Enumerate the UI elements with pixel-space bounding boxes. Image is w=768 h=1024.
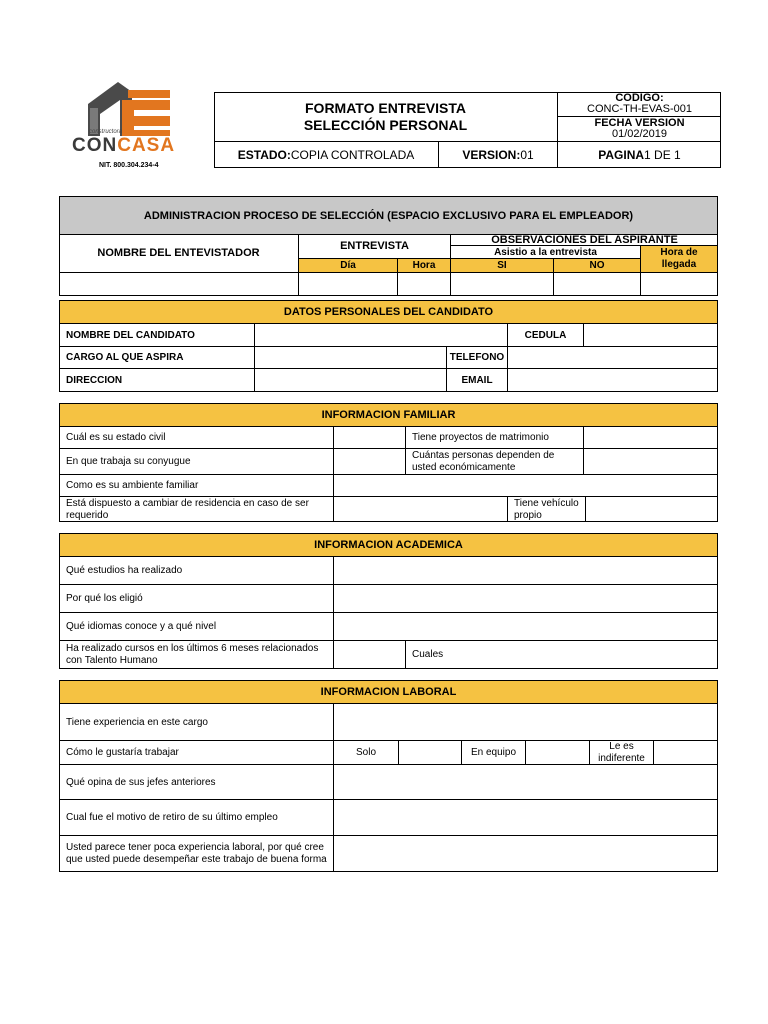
personal-section-title: DATOS PERSONALES DEL CANDIDATO — [59, 300, 718, 324]
conyugue-field[interactable] — [334, 449, 405, 474]
cargo-label: CARGO AL QUE ASPIRA — [66, 352, 184, 363]
nombre-candidato-label: NOMBRE DEL CANDIDATO — [66, 329, 195, 341]
codigo-label: CODIGO: — [615, 92, 664, 104]
experiencia-label: Tiene experiencia en este cargo — [66, 716, 208, 728]
no-field[interactable] — [554, 273, 640, 295]
estado-label: ESTADO: — [237, 148, 291, 162]
estado-value: COPIA CONTROLADA — [290, 148, 415, 162]
experiencia-field[interactable] — [334, 704, 717, 740]
cedula-field[interactable] — [584, 324, 717, 346]
solo-field[interactable] — [399, 741, 461, 764]
nombre-candidato-field[interactable] — [255, 324, 507, 346]
version-value: 01 — [520, 148, 534, 162]
jefes-label: Qué opina de sus jefes anteriores — [66, 776, 216, 788]
eligio-field[interactable] — [334, 585, 717, 612]
form-title-line2: SELECCIÓN PERSONAL — [303, 117, 468, 133]
gustaria-label: Cómo le gustaría trabajar — [66, 747, 179, 758]
laboral-section-title: INFORMACION LABORAL — [59, 680, 718, 704]
academica-section-title: INFORMACION ACADEMICA — [59, 533, 718, 557]
hora-llegada-header: Hora de llegada — [660, 247, 698, 270]
cedula-label: CEDULA — [524, 329, 567, 341]
nombre-entrevistador-field[interactable] — [60, 273, 298, 295]
ambiente-field[interactable] — [334, 475, 717, 496]
dependen-field[interactable] — [584, 449, 717, 474]
asistio-header: Asistio a la entrevista — [494, 246, 597, 258]
familiar-section-title: INFORMACION FAMILIAR — [59, 403, 718, 427]
retiro-field[interactable] — [334, 800, 717, 835]
fecha-label: FECHA VERSION — [594, 117, 685, 129]
idiomas-field[interactable] — [334, 613, 717, 640]
logo-con: CON — [72, 135, 118, 156]
estudios-label: Qué estudios ha realizado — [66, 565, 183, 576]
cursos-label: Ha realizado cursos en los últimos 6 meses relacionados con Talento Humano — [66, 643, 319, 666]
solo-label: Solo — [355, 747, 376, 758]
estado-civil-label: Cuál es su estado civil — [66, 432, 166, 443]
fecha-value: 01/02/2019 — [611, 128, 668, 140]
poca-experiencia-label: Usted parece tener poca experiencia laboral, por qué cree que usted puede desempeñar este trabajo de buena forma — [66, 841, 327, 865]
pagina-value: 1 DE 1 — [644, 148, 681, 162]
indiferente-field[interactable] — [654, 741, 717, 764]
pagina-label: PAGINA — [598, 148, 645, 162]
form-title-line1: FORMATO ENTREVISTA — [305, 100, 466, 116]
dia-field[interactable] — [299, 273, 397, 295]
jefes-field[interactable] — [334, 765, 717, 799]
telefono-label: TELEFONO — [449, 352, 505, 363]
conyugue-label: En que trabaja su conyugue — [66, 456, 191, 467]
cuales-label: Cuales — [412, 649, 444, 660]
nit: NIT. 800.304.234-4 — [99, 162, 159, 169]
version-label: VERSION: — [462, 148, 521, 162]
logo-wordmark — [72, 135, 175, 157]
eligio-label: Por qué los eligió — [66, 593, 143, 604]
residencia-label: Está dispuesto a cambiar de residencia en caso de ser requerido — [66, 497, 309, 521]
no-header: NO — [589, 260, 605, 271]
vehiculo-field[interactable] — [586, 497, 717, 521]
hora-llegada-field[interactable] — [641, 273, 717, 295]
direccion-field[interactable] — [255, 369, 446, 391]
matrimonio-label: Tiene proyectos de matrimonio — [412, 432, 549, 443]
equipo-label: En equipo — [470, 747, 517, 758]
poca-experiencia-field[interactable] — [334, 836, 717, 871]
retiro-label: Cual fue el motivo de retiro de su último empleo — [66, 812, 278, 823]
telefono-field[interactable] — [508, 347, 717, 368]
ambiente-label: Como es su ambiente familiar — [66, 480, 199, 491]
entrevista-header: ENTREVISTA — [340, 240, 409, 252]
codigo-value: CONC-TH-EVAS-001 — [587, 103, 692, 115]
residencia-field[interactable] — [334, 497, 507, 521]
dia-header: Día — [340, 260, 356, 271]
hora-field[interactable] — [398, 273, 450, 295]
admin-section-title: ADMINISTRACION PROCESO DE SELECCIÓN (ESPACIO EXCLUSIVO PARA EL EMPLEADOR) — [59, 196, 718, 235]
estado-civil-field[interactable] — [334, 427, 405, 448]
vehiculo-label: Tiene vehículo propio — [514, 497, 579, 521]
cargo-field[interactable] — [255, 347, 446, 368]
dependen-label: Cuántas personas dependen de usted económicamente — [412, 449, 555, 473]
idiomas-label: Qué idiomas conoce y a qué nivel — [66, 621, 217, 632]
nombre-entrevistador-header: NOMBRE DEL ENTEVISTADOR — [97, 247, 260, 259]
company-logo — [70, 78, 205, 173]
si-field[interactable] — [451, 273, 553, 295]
direccion-label: DIRECCION — [66, 374, 123, 386]
indiferente-label: Le es indiferente — [598, 740, 645, 764]
si-header: SI — [497, 260, 507, 271]
form-title — [214, 95, 557, 139]
logo-casa: CASA — [117, 135, 176, 156]
equipo-field[interactable] — [526, 741, 589, 764]
logo-small-text: constructora — [89, 129, 123, 135]
email-label: EMAIL — [461, 374, 493, 386]
cursos-field[interactable] — [334, 641, 405, 668]
email-field[interactable] — [508, 369, 717, 391]
matrimonio-field[interactable] — [584, 427, 717, 448]
observaciones-header: OBSERVACIONES DEL ASPIRANTE — [491, 233, 678, 246]
hora-header: Hora — [412, 260, 436, 271]
estudios-field[interactable] — [334, 557, 717, 584]
